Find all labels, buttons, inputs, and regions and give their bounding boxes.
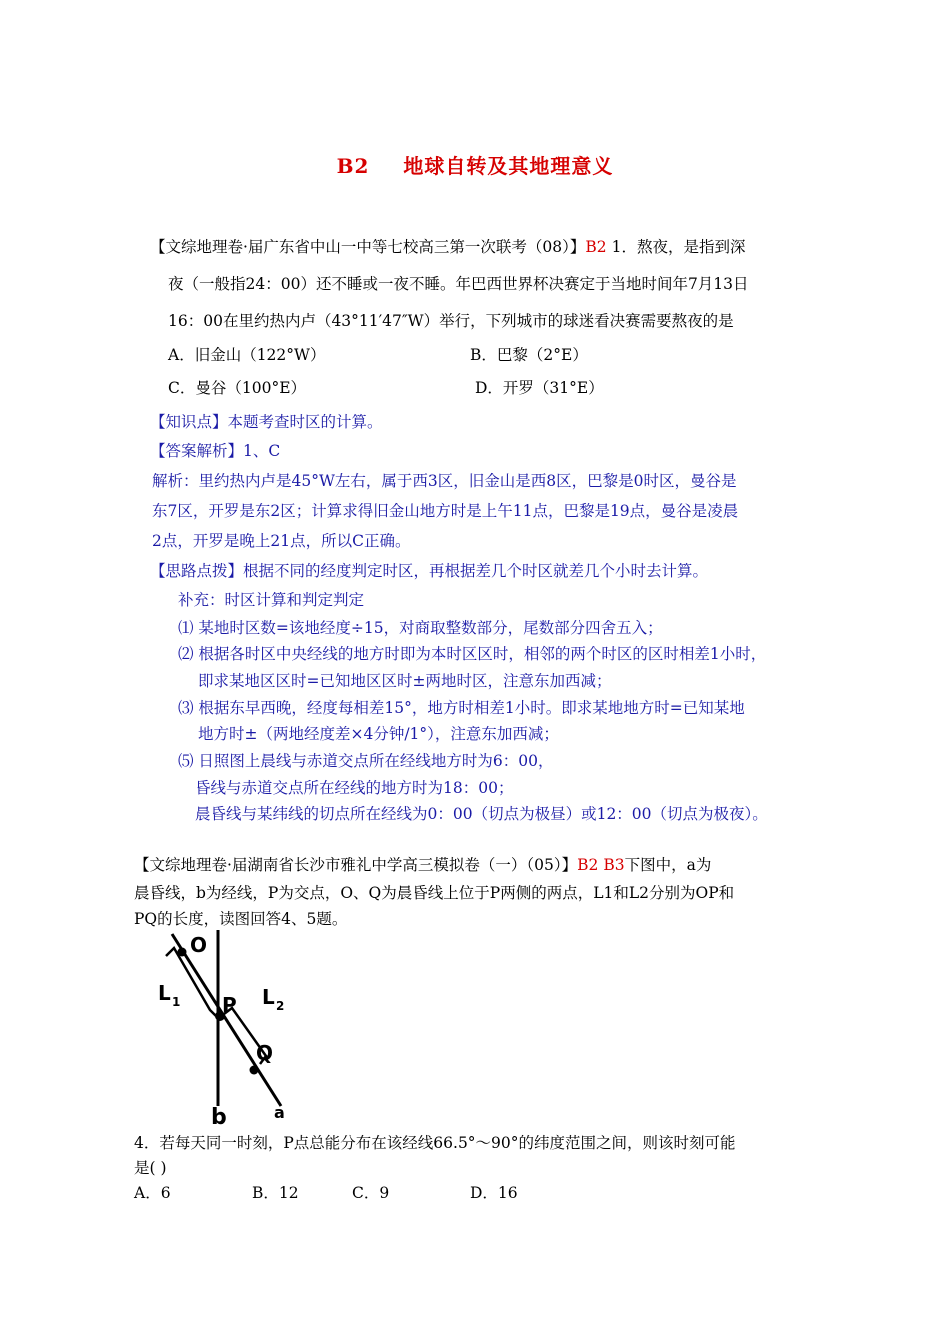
analysis-line3: 2点，开罗是晚上21点，所以C正确。 — [152, 532, 411, 550]
q1-tip — [150, 560, 708, 582]
q45-tags: B2 B3 — [577, 856, 625, 874]
supp-item-3-line2: 地方时±（两地经度差×4分钟/1°），注意东加西减； — [198, 725, 559, 743]
point-q — [250, 1066, 259, 1075]
label-a: a — [274, 1103, 285, 1122]
supp-item-5-line2: 昏线与赤道交点所在经线的地方时为18：00； — [195, 779, 514, 797]
q4-option-c: C．9 — [352, 1184, 390, 1202]
q1-knowledge — [150, 411, 383, 433]
q1-header — [150, 236, 745, 258]
terminator-a-line — [172, 934, 281, 1106]
q1-stem-line2: 夜（一般指24：00）还不睡或一夜不睡。年巴西世界杯决赛定于当地时间年7月13日 — [168, 275, 749, 293]
q1-option-d: D．开罗（31°E） — [475, 379, 604, 397]
supp-item-2-line1: ⑵ 根据各时区中央经线的地方时即为本时区区时，相邻的两个时区的区时相差1小时， — [178, 645, 767, 663]
answer-label: 【答案解析】 — [150, 442, 244, 460]
tip-label: 【思路点拨】 — [150, 562, 244, 580]
label-o: O — [190, 933, 208, 957]
q45-source: 【文综地理卷·届湖南省长沙市雅礼中学高三模拟卷（一）（05）】 — [134, 856, 578, 874]
supp-item-3-line1: ⑶ 根据东早西晚，经度每相差15°，地方时相差1小时。即求某地地方时=已知某地 — [178, 699, 745, 717]
label-q: Q — [256, 1041, 274, 1065]
q1-stem-line1: 1．熬夜，是指到深 — [606, 238, 746, 256]
q1-answer — [150, 440, 280, 462]
title-text: 地球自转及其地理意义 — [403, 154, 614, 178]
supp-title: 补充：时区计算和判定判定 — [178, 591, 365, 609]
page-title — [0, 150, 950, 179]
point-o — [178, 948, 187, 957]
supp-item-5-line1: ⑸ 日照图上晨线与赤道交点所在经线地方时为6：00， — [178, 752, 554, 770]
analysis-line1: 解析：里约热内卢是45°W左右，属于西3区，旧金山是西8区，巴黎是0时区，曼谷是 — [152, 472, 737, 490]
label-l2: L — [262, 985, 275, 1009]
supp-item-2-line2: 即求某地区区时=已知地区区时±两地时区，注意东加西减； — [198, 672, 612, 690]
q1-source: 【文综地理卷·届广东省中山一中等七校高三第一次联考（08）】 — [150, 238, 586, 256]
label-l1: L — [158, 981, 171, 1005]
answer-text: 1、C — [243, 442, 281, 460]
analysis-line2: 东7区，开罗是东2区；计算求得旧金山地方时是上午11点，巴黎是19点，曼谷是凌晨 — [152, 502, 739, 520]
q1-stem-line3: 16：00在里约热内卢（43°11′47″W）举行，下列城市的球迷看决赛需要熬夜的是 — [168, 312, 734, 330]
q4-stem-line1: 4．若每天同一时刻，P点总能分布在该经线66.5°～90°的纬度范围之间，则该时刻可能 — [134, 1134, 736, 1152]
q1-tag: B2 — [585, 238, 607, 256]
terminator-diagram — [150, 928, 300, 1128]
q45-stem-line1: 下图中，a为 — [624, 856, 712, 874]
label-p: P — [222, 993, 237, 1017]
q1-option-c: C．曼谷（100°E） — [168, 379, 307, 397]
q45-stem-line3: PQ的长度，读图回答4、5题。 — [134, 910, 348, 928]
q4-stem-line2: 是( ) — [134, 1159, 167, 1177]
q1-option-a: A．旧金山（122°W） — [168, 346, 326, 364]
q4-option-b: B．12 — [252, 1184, 299, 1202]
supp-item-5-line3: 晨昏线与某纬线的切点所在经线为0：00（切点为极昼）或12：00（切点为极夜）。 — [195, 805, 768, 823]
q45-stem-line2: 晨昏线，b为经线，P为交点，O、Q为晨昏线上位于P两侧的两点，L1和L2分别为OP和 — [134, 884, 735, 902]
q45-header — [134, 854, 711, 876]
tip-text: 根据不同的经度判定时区，再根据差几个时区就差几个小时去计算。 — [243, 562, 709, 580]
label-l2-sub: 2 — [276, 999, 285, 1013]
q4-option-a: A．6 — [134, 1184, 171, 1202]
knowledge-text: 本题考查时区的计算。 — [227, 413, 383, 431]
label-b: b — [211, 1105, 227, 1128]
title-code: B2 — [336, 154, 370, 178]
supp-item-1: ⑴ 某地时区数=该地经度÷15，对商取整数部分，尾数部分四舍五入； — [178, 619, 663, 637]
q4-option-d: D．16 — [470, 1184, 518, 1202]
label-l1-sub: 1 — [172, 995, 181, 1009]
q1-option-b: B．巴黎（2°E） — [470, 346, 588, 364]
knowledge-label: 【知识点】 — [150, 413, 228, 431]
